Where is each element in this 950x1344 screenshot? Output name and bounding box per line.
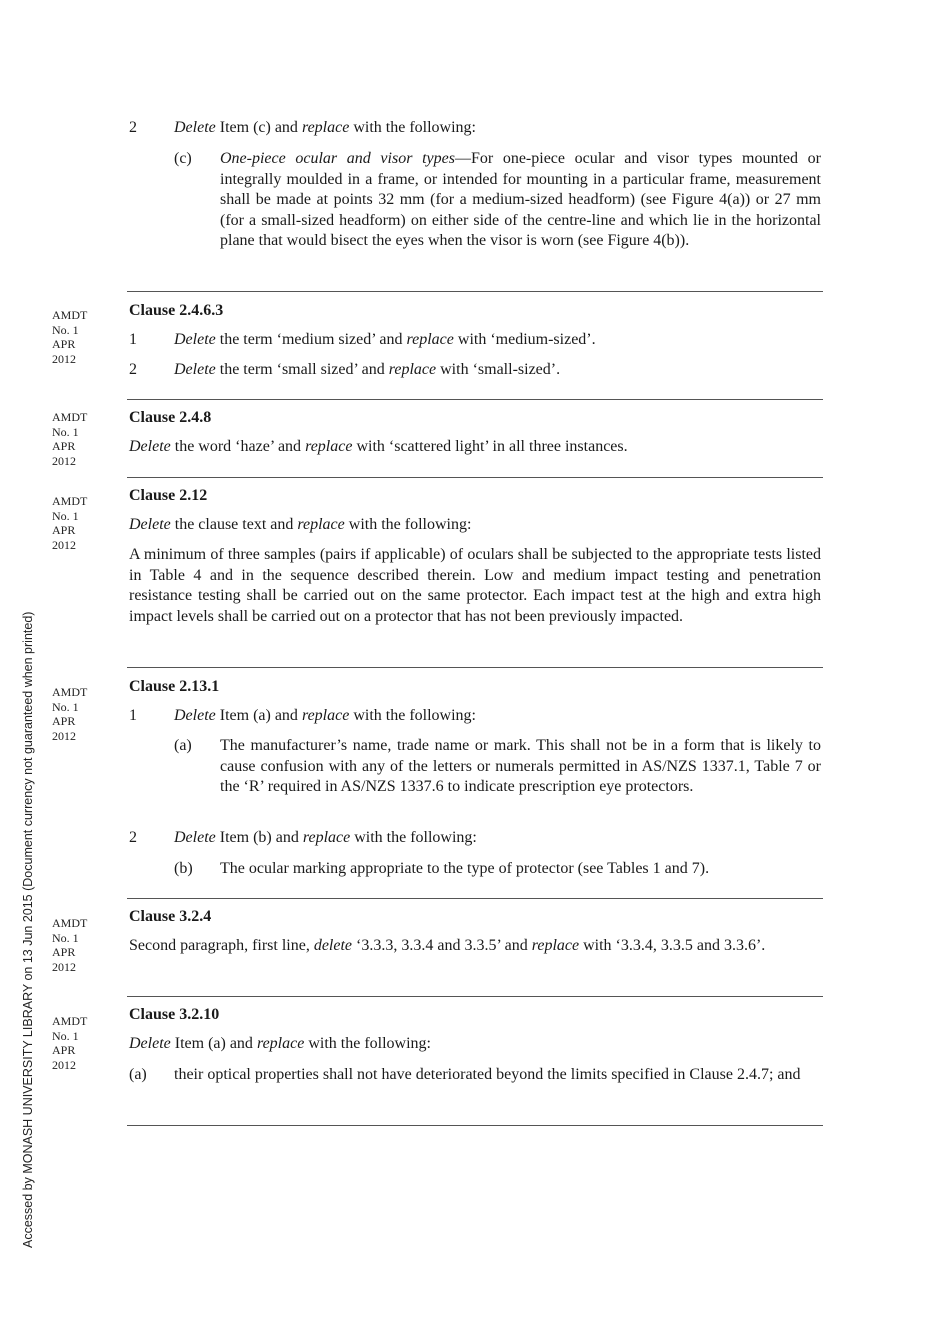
- clause-heading: Clause 3.2.10: [129, 1006, 220, 1023]
- clause-heading: Clause 2.12: [129, 487, 208, 504]
- instruction-line: Delete Item (a) and replace with the following:: [174, 707, 476, 724]
- amendment-note: AMDT No. 1 APR 2012: [52, 1014, 88, 1072]
- item-number: 2: [129, 361, 137, 378]
- section-divider: [127, 399, 823, 400]
- clause-heading: Clause 2.4.8: [129, 409, 212, 426]
- section-divider: [127, 898, 823, 899]
- instruction-paragraph: Second paragraph, first line, delete ‘3.3.3, 3.3.4 and 3.3.5’ and replace with ‘3.3.4, 3.3.5 and 3.3.6’.: [129, 937, 766, 954]
- amendment-note: AMDT No. 1 APR 2012: [52, 494, 88, 552]
- item-number: 1: [129, 331, 137, 348]
- section-divider: [127, 667, 823, 668]
- intro-item-number: 2: [129, 119, 137, 136]
- intro-sub-label: (c): [174, 150, 192, 167]
- clause-heading: Clause 3.2.4: [129, 908, 212, 925]
- intro-sub-text: One-piece ocular and visor types—For one-piece ocular and visor types mounted or integrally moulded in a frame, or intended for mounting in a particular frame, measurement shall be made at points 32 mm (for a medium-sized headform) (see Figure 4(a)) or 27 mm (for a small-sized headform) on either side of the centre-line and which lie in the horizontal plane that would bisect the eyes when the visor is worn (see Figure 4(b)).: [220, 150, 822, 250]
- clause-heading: Clause 2.4.6.3: [129, 302, 224, 319]
- instruction-line: Delete the term ‘small sized’ and replace with ‘small-sized’.: [174, 361, 561, 378]
- instruction-line: Delete the word ‘haze’ and replace with ‘scattered light’ in all three instances.: [129, 438, 628, 455]
- section-divider: [127, 291, 823, 292]
- sub-item-label: (a): [174, 737, 192, 754]
- section-divider: [127, 1125, 823, 1126]
- sub-item-text: their optical properties shall not have deteriorated beyond the limits specified in Clause 2.4.7; and: [174, 1066, 801, 1083]
- amendment-note: AMDT No. 1 APR 2012: [52, 685, 88, 743]
- replacement-paragraph: A minimum of three samples (pairs if applicable) of oculars shall be subjected to the appropriate tests listed in Table 4 and in the sequence described therein. Low and medium impact testing and penetration resistance testing shall be carried out on the same protector. Each impact test at the high and extra high impact levels shall be carried out on a protector that has not been previously impacted.: [129, 546, 821, 625]
- amendment-note: AMDT No. 1 APR 2012: [52, 308, 88, 366]
- amendment-note: AMDT No. 1 APR 2012: [52, 410, 88, 468]
- instruction-line: Delete Item (b) and replace with the following:: [174, 829, 477, 846]
- intro-instruction: Delete Item (c) and replace with the following:: [174, 119, 476, 136]
- sub-item-text: The ocular marking appropriate to the type of protector (see Tables 1 and 7).: [220, 860, 710, 877]
- section-divider: [127, 996, 823, 997]
- instruction-line: Delete Item (a) and replace with the following:: [129, 1035, 431, 1052]
- amendment-note: AMDT No. 1 APR 2012: [52, 916, 88, 974]
- sub-item-label: (a): [129, 1066, 147, 1083]
- sub-item-label: (b): [174, 860, 193, 877]
- access-stamp: Accessed by MONASH UNIVERSITY LIBRARY on 13 Jun 2015 (Document currency not guaranteed when printed): [21, 611, 35, 1248]
- instruction-line: Delete the term ‘medium sized’ and replace with ‘medium-sized’.: [174, 331, 596, 348]
- instruction-line: Delete the clause text and replace with the following:: [129, 516, 472, 533]
- sub-item-text: The manufacturer’s name, trade name or mark. This shall not be in a form that is likely to cause confusion with any of the letters or numerals permitted in AS/NZS 1337.1, Table 7 or the ‘R’ required in AS/NZS 1337.6 to indicate prescription eye protectors.: [220, 737, 821, 796]
- item-number: 1: [129, 707, 137, 724]
- section-divider: [127, 477, 823, 478]
- clause-heading: Clause 2.13.1: [129, 678, 220, 695]
- item-number: 2: [129, 829, 137, 846]
